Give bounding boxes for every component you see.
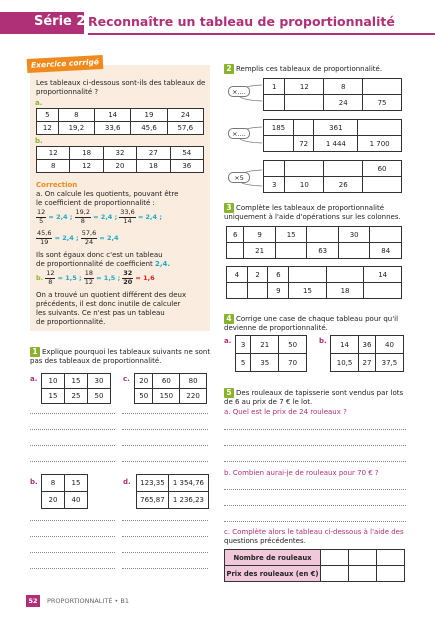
ex1-table-a — [41, 373, 111, 404]
table-cell: 15 — [65, 475, 88, 492]
table-cell: 8 — [324, 79, 363, 95]
table-cell: 15 — [289, 283, 327, 299]
table-cell[interactable] — [349, 566, 377, 582]
table-cell[interactable] — [285, 161, 324, 177]
table-cell: 18 — [326, 283, 364, 299]
table-cell: 12 — [37, 147, 70, 160]
corrige-tab-label: Exercice corrigé — [30, 57, 100, 70]
table-cell[interactable] — [275, 243, 307, 259]
quotients-row1: $\frac{12}{5}$ = 2,4 ; $\frac{19,2}{8}$ = 2,4 ; $\frac{33,6}{14}$ = 2,4 ; — [37, 208, 162, 225]
table-cell[interactable] — [264, 95, 285, 111]
table-cell: 18 — [70, 147, 103, 160]
table-cell: 3 — [264, 177, 285, 193]
footer-text: PROPORTIONNALITÉ • B1 — [47, 597, 129, 605]
ex5-row2-header: Prix des rouleaux (en €) — [225, 566, 321, 582]
table-cell: 54 — [170, 147, 203, 160]
fraction: $\frac{33,6}{14}$ — [120, 208, 135, 225]
ex2-table-2[interactable] — [263, 119, 402, 152]
ex3-number: 3 — [224, 203, 234, 213]
quotients-b: b. $\frac{12}{8}$ = 1,5 ; $\frac{18}{12}$ = 1,5 ; $\frac{32}{20}$ = 1,6 — [36, 269, 155, 286]
table-cell: 1 354,76 — [168, 475, 208, 492]
ex2-t3-multiplier: ×5 — [228, 172, 250, 183]
table-cell: 36 — [170, 160, 203, 173]
table-cell: 6 — [227, 227, 244, 243]
ex3-table-1[interactable] — [226, 226, 402, 259]
ex5-table[interactable] — [224, 549, 405, 582]
table-cell: 27 — [359, 354, 376, 372]
table-cell: 14 — [364, 267, 402, 283]
table-cell[interactable] — [364, 283, 402, 299]
table-cell: 5 — [37, 109, 59, 122]
table-cell: 123,35 — [137, 475, 169, 492]
table-cell: 14 — [95, 109, 131, 122]
table-cell: 30 — [338, 227, 370, 243]
ex1-statement: 1 Explique pourquoi les tableaux suivants ne sont pas des tableaux de proportionnalité. — [30, 347, 211, 365]
table-cell: 220 — [180, 389, 207, 404]
table-cell: 150 — [153, 389, 180, 404]
ex1-table-c — [134, 373, 207, 404]
table-cell: 75 — [363, 95, 402, 111]
conclusion-a: Ils sont égaux donc c'est un tableau de proportionnalité de coefficient 2,4. — [36, 251, 171, 268]
table-cell: 72 — [293, 136, 314, 152]
table-cell: 5 — [236, 354, 251, 372]
table-cell: 84 — [370, 243, 402, 259]
table-cell: 36 — [359, 336, 376, 354]
ex4-number: 4 — [224, 314, 234, 324]
ex4-b-label: b. — [319, 337, 327, 345]
ex5-statement: 5 Des rouleaux de tapisserie sont vendus par lots de 6 au prix de 7 € le lot. — [224, 388, 404, 406]
ex2-t1-multiplier[interactable]: ×.... — [228, 86, 250, 97]
ex2-t2-multiplier[interactable]: ×.... — [228, 128, 250, 139]
table-cell: 60 — [363, 161, 402, 177]
fraction: $\frac{18}{12}$ — [84, 269, 94, 286]
table-cell[interactable] — [324, 161, 363, 177]
ex2-table-1[interactable] — [263, 78, 402, 111]
ex1-table-b — [41, 474, 88, 509]
table-cell: 40 — [375, 336, 403, 354]
table-cell: 37,5 — [375, 354, 403, 372]
table-cell: 15 — [65, 374, 88, 389]
table-cell[interactable] — [358, 120, 402, 136]
ex1-c-label: c. — [123, 375, 130, 383]
table-cell: 50 — [88, 389, 111, 404]
table-cell[interactable] — [264, 136, 294, 152]
conclusion-b: On a trouvé un quotient différent des deux précédents, il est donc inutile de calculer les suivants. Ce n'est pas un tableau de proportionnalité. — [36, 291, 187, 326]
ex2-table-3[interactable] — [263, 160, 402, 193]
table-cell: 10 — [285, 177, 324, 193]
table-cell: 50 — [135, 389, 153, 404]
table-cell[interactable] — [307, 227, 339, 243]
ex4-a-label: a. — [224, 337, 232, 345]
table-cell: 14 — [331, 336, 359, 354]
corrige-table-a — [36, 108, 204, 135]
correction-title: Correction — [36, 181, 78, 189]
table-cell: 12 — [285, 79, 324, 95]
table-cell: 26 — [324, 177, 363, 193]
table-cell: 9 — [244, 227, 276, 243]
table-cell: 35 — [251, 354, 279, 372]
table-cell: 361 — [314, 120, 358, 136]
table-cell: 765,87 — [137, 492, 169, 509]
correction-a-line2: le coefficient de proportionnalité : — [36, 199, 155, 207]
table-cell[interactable] — [363, 79, 402, 95]
table-cell: 1 236,23 — [168, 492, 208, 509]
table-cell[interactable] — [321, 566, 349, 582]
table-cell: 4 — [227, 267, 248, 283]
quotients-row2: $\frac{45,6}{19}$ = 2,4 ; $\frac{57,6}{24}$ = 2,4 — [37, 229, 119, 246]
corrige-b-label: b. — [35, 137, 43, 145]
table-cell: 8 — [58, 109, 94, 122]
table-cell[interactable] — [264, 161, 285, 177]
table-cell: 24 — [167, 109, 203, 122]
table-cell: 21 — [251, 336, 279, 354]
table-cell[interactable] — [321, 550, 349, 566]
table-cell: 15 — [42, 389, 65, 404]
table-cell: 9 — [268, 283, 289, 299]
ex4-table-a[interactable] — [235, 335, 307, 372]
ex4-statement: 4 Corrige une case de chaque tableau pour qu'il devienne de proportionnalité. — [224, 314, 399, 332]
table-cell: 40 — [65, 492, 88, 509]
table-cell[interactable] — [338, 243, 370, 259]
table-cell: 3 — [236, 336, 251, 354]
table-cell: 70 — [279, 354, 307, 372]
table-cell: 1 700 — [358, 136, 402, 152]
table-cell: 185 — [264, 120, 294, 136]
ex3-table-2[interactable] — [226, 266, 402, 299]
table-cell: 20 — [103, 160, 136, 173]
table-cell: 25 — [65, 389, 88, 404]
fraction: $\frac{45,6}{19}$ — [37, 229, 52, 246]
table-cell: 10,5 — [331, 354, 359, 372]
table-cell: 19,2 — [58, 122, 94, 135]
ex1-a-label: a. — [30, 375, 38, 383]
table-cell: 63 — [307, 243, 339, 259]
table-cell: 27 — [137, 147, 170, 160]
table-cell: 6 — [268, 267, 289, 283]
table-cell: 12 — [37, 122, 59, 135]
fraction: $\frac{57,6}{24}$ — [81, 229, 97, 246]
ex5-question-b: b. Combien aurai-je de rouleaux pour 70 € ? — [224, 469, 379, 477]
table-cell: 30 — [88, 374, 111, 389]
table-cell[interactable] — [227, 243, 244, 259]
table-cell: 8 — [42, 475, 65, 492]
table-cell: 80 — [180, 374, 207, 389]
corrige-question: Les tableaux ci-dessous sont-ils des tableaux de proportionnalité ? — [36, 79, 206, 96]
table-cell[interactable] — [377, 566, 405, 582]
table-cell: 50 — [279, 336, 307, 354]
ex5-row1-header: Nombre de rouleaux — [225, 550, 321, 566]
table-cell: 60 — [153, 374, 180, 389]
ex1-table-d — [136, 474, 209, 509]
table-cell: 15 — [275, 227, 307, 243]
table-cell[interactable] — [227, 283, 248, 299]
table-cell: 21 — [244, 243, 276, 259]
ex3-statement: 3 Complète les tableaux de proportionnalité uniquement à l'aide d'opérations sur les colonnes. — [224, 203, 401, 221]
ex2-number: 2 — [224, 64, 234, 74]
table-cell: 45,6 — [131, 122, 167, 135]
ex2-statement: 2 Remplis ces tableaux de proportionnalité. — [224, 64, 424, 74]
fraction: $\frac{12}{5}$ — [37, 208, 46, 225]
page-title: Reconnaître un tableau de proportionnalité — [88, 14, 395, 29]
ex5-question-a: a. Quel est le prix de 24 rouleaux ? — [224, 408, 347, 416]
header-rule — [88, 33, 435, 35]
table-cell: 24 — [324, 95, 363, 111]
table-cell[interactable] — [289, 267, 327, 283]
ex1-number: 1 — [30, 347, 40, 357]
fraction: $\frac{32}{20}$ — [123, 269, 133, 286]
table-cell[interactable] — [326, 267, 364, 283]
fraction: $\frac{12}{8}$ — [46, 269, 55, 286]
table-cell[interactable] — [293, 120, 314, 136]
table-cell[interactable] — [370, 227, 402, 243]
ex1-d-label: d. — [123, 478, 131, 486]
corrige-table-b — [36, 146, 204, 173]
ex5-number: 5 — [224, 388, 234, 398]
table-cell: 33,6 — [95, 122, 131, 135]
ex4-table-b[interactable] — [330, 335, 404, 372]
table-cell: 20 — [135, 374, 153, 389]
serie-label: Série 2 — [34, 14, 86, 29]
table-cell[interactable] — [377, 550, 405, 566]
table-cell[interactable] — [363, 177, 402, 193]
corrige-a-label: a. — [35, 99, 43, 107]
table-cell: 19 — [131, 109, 167, 122]
table-cell: 32 — [103, 147, 136, 160]
table-cell: 2 — [247, 267, 268, 283]
table-cell: 20 — [42, 492, 65, 509]
page-number: 52 — [28, 597, 38, 605]
table-cell[interactable] — [349, 550, 377, 566]
table-cell: 8 — [37, 160, 70, 173]
table-cell: 10 — [42, 374, 65, 389]
table-cell: 57,6 — [167, 122, 203, 135]
table-cell: 1 444 — [314, 136, 358, 152]
table-cell[interactable] — [247, 283, 268, 299]
table-cell: 12 — [70, 160, 103, 173]
ex1-b-label: b. — [30, 478, 38, 486]
table-cell: 1 — [264, 79, 285, 95]
ex5-question-c: c. Complète alors le tableau ci-dessous à l'aide des questions précédentes. — [224, 528, 404, 545]
fraction: $\frac{19,2}{8}$ — [75, 208, 91, 225]
correction-a-line1: a. On calcule les quotients, pouvant être — [36, 190, 179, 198]
table-cell: 18 — [137, 160, 170, 173]
table-cell[interactable] — [285, 95, 324, 111]
